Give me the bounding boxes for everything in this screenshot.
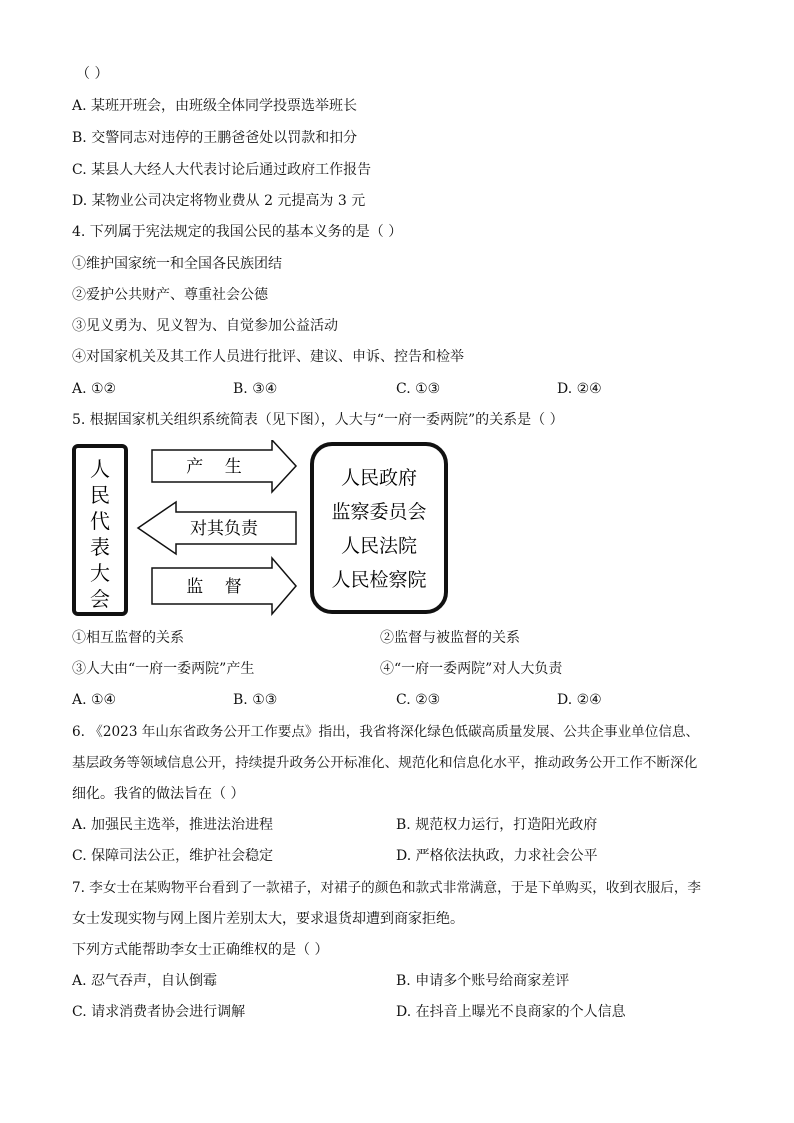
left-char-5: 大 — [90, 561, 110, 585]
q6-option-b: B. 规范权力运行，打造阳光政府 — [396, 817, 598, 833]
q4-item-2: ②爱护公共财产、尊重社会公德 — [72, 287, 268, 303]
q4-item-1: ①维护国家统一和全国各民族团结 — [72, 256, 282, 272]
q4-option-b: B. ③④ — [233, 381, 278, 397]
q5-stem: 5. 根据国家机关组织系统简表（见下图），人大与“一府一委两院”的关系是（ ） — [72, 412, 564, 428]
q7-stem-line-2: 女士发现实物与网上图片差别太大，要求退货却遭到商家拒绝。 — [72, 911, 464, 927]
q4-stem: 4. 下列属于宪法规定的我国公民的基本义务的是（ ） — [72, 224, 403, 240]
right-box-text — [331, 467, 426, 591]
q6-stem-line-3: 细化。我省的做法旨在（ ） — [72, 786, 245, 802]
q7-stem-line-3: 下列方式能帮助李女士正确维权的是（ ） — [72, 942, 329, 958]
q7-option-b: B. 申请多个账号给商家差评 — [396, 973, 570, 989]
arrow-produce-label: 产 生 — [186, 457, 242, 477]
q5-option-b: B. ①③ — [233, 692, 278, 708]
right-line-4: 人民检察院 — [331, 569, 427, 591]
q5-item-2: ②监督与被监督的关系 — [380, 630, 520, 646]
q4-option-c: C. ①③ — [396, 381, 441, 397]
left-char-3: 代 — [90, 509, 110, 533]
q5-item-3: ③人大由“一府一委两院”产生 — [72, 661, 255, 677]
q7-option-d: D. 在抖音上曝光不良商家的个人信息 — [396, 1004, 626, 1020]
q5-item-4: ④“一府一委两院”对人大负责 — [380, 661, 563, 677]
q3-option-c: C. 某县人大经人大代表讨论后通过政府工作报告 — [72, 162, 372, 178]
left-box-text — [90, 457, 110, 611]
q4-item-4: ④对国家机关及其工作人员进行批评、建议、申诉、控告和检举 — [72, 349, 464, 365]
q5-item-1: ①相互监督的关系 — [72, 630, 184, 646]
left-char-4: 表 — [90, 535, 110, 559]
right-line-2: 监察委员会 — [331, 501, 427, 523]
left-char-1: 人 — [90, 457, 110, 481]
q5-option-a: A. ①④ — [72, 692, 117, 708]
arrow-supervise-label: 监 督 — [186, 577, 242, 597]
right-line-1: 人民政府 — [340, 467, 418, 489]
q3-option-a: A. 某班开班会，由班级全体同学投票选举班长 — [72, 98, 358, 114]
q6-stem-line-2: 基层政务等领域信息公开，持续提升政务公开标准化、规范化和信息化水平，推动政务公开工作不断深化 — [72, 755, 698, 771]
q4-item-3: ③见义勇为、见义智为、自觉参加公益活动 — [72, 318, 338, 334]
q6-option-a: A. 加强民主选举，推进法治进程 — [72, 817, 274, 833]
q6-option-c: C. 保障司法公正，维护社会稳定 — [72, 848, 274, 864]
q5-option-d: D. ②④ — [557, 692, 602, 708]
arrow-responsible-label: 对其负责 — [190, 519, 258, 539]
q6-stem-line-1: 6. 《2023 年山东省政务公开工作要点》指出，我省将深化绿色低碳高质量发展、公共企事业单位信息、 — [72, 724, 700, 740]
left-char-2: 民 — [90, 483, 110, 507]
right-line-3: 人民法院 — [340, 535, 418, 557]
q7-option-c: C. 请求消费者协会进行调解 — [72, 1004, 246, 1020]
q7-option-a: A. 忍气吞声，自认倒霉 — [72, 973, 218, 989]
left-char-6: 会 — [90, 587, 110, 611]
q3-option-b: B. 交警同志对违停的王鹏爸爸处以罚款和扣分 — [72, 130, 358, 146]
q4-option-a: A. ①② — [72, 381, 117, 397]
q6-option-d: D. 严格依法执政，力求社会公平 — [396, 848, 598, 864]
q3-paren: （ ） — [76, 66, 109, 82]
q4-option-d: D. ②④ — [557, 381, 602, 397]
q5-option-c: C. ②③ — [396, 692, 441, 708]
q3-option-d: D. 某物业公司决定将物业费从 2 元提高为 3 元 — [72, 193, 366, 209]
organization-diagram — [72, 440, 452, 616]
q7-stem-line-1: 7. 李女士在某购物平台看到了一款裙子，对裙子的颜色和款式非常满意，于是下单购买，收到衣服后，李 — [72, 880, 702, 896]
